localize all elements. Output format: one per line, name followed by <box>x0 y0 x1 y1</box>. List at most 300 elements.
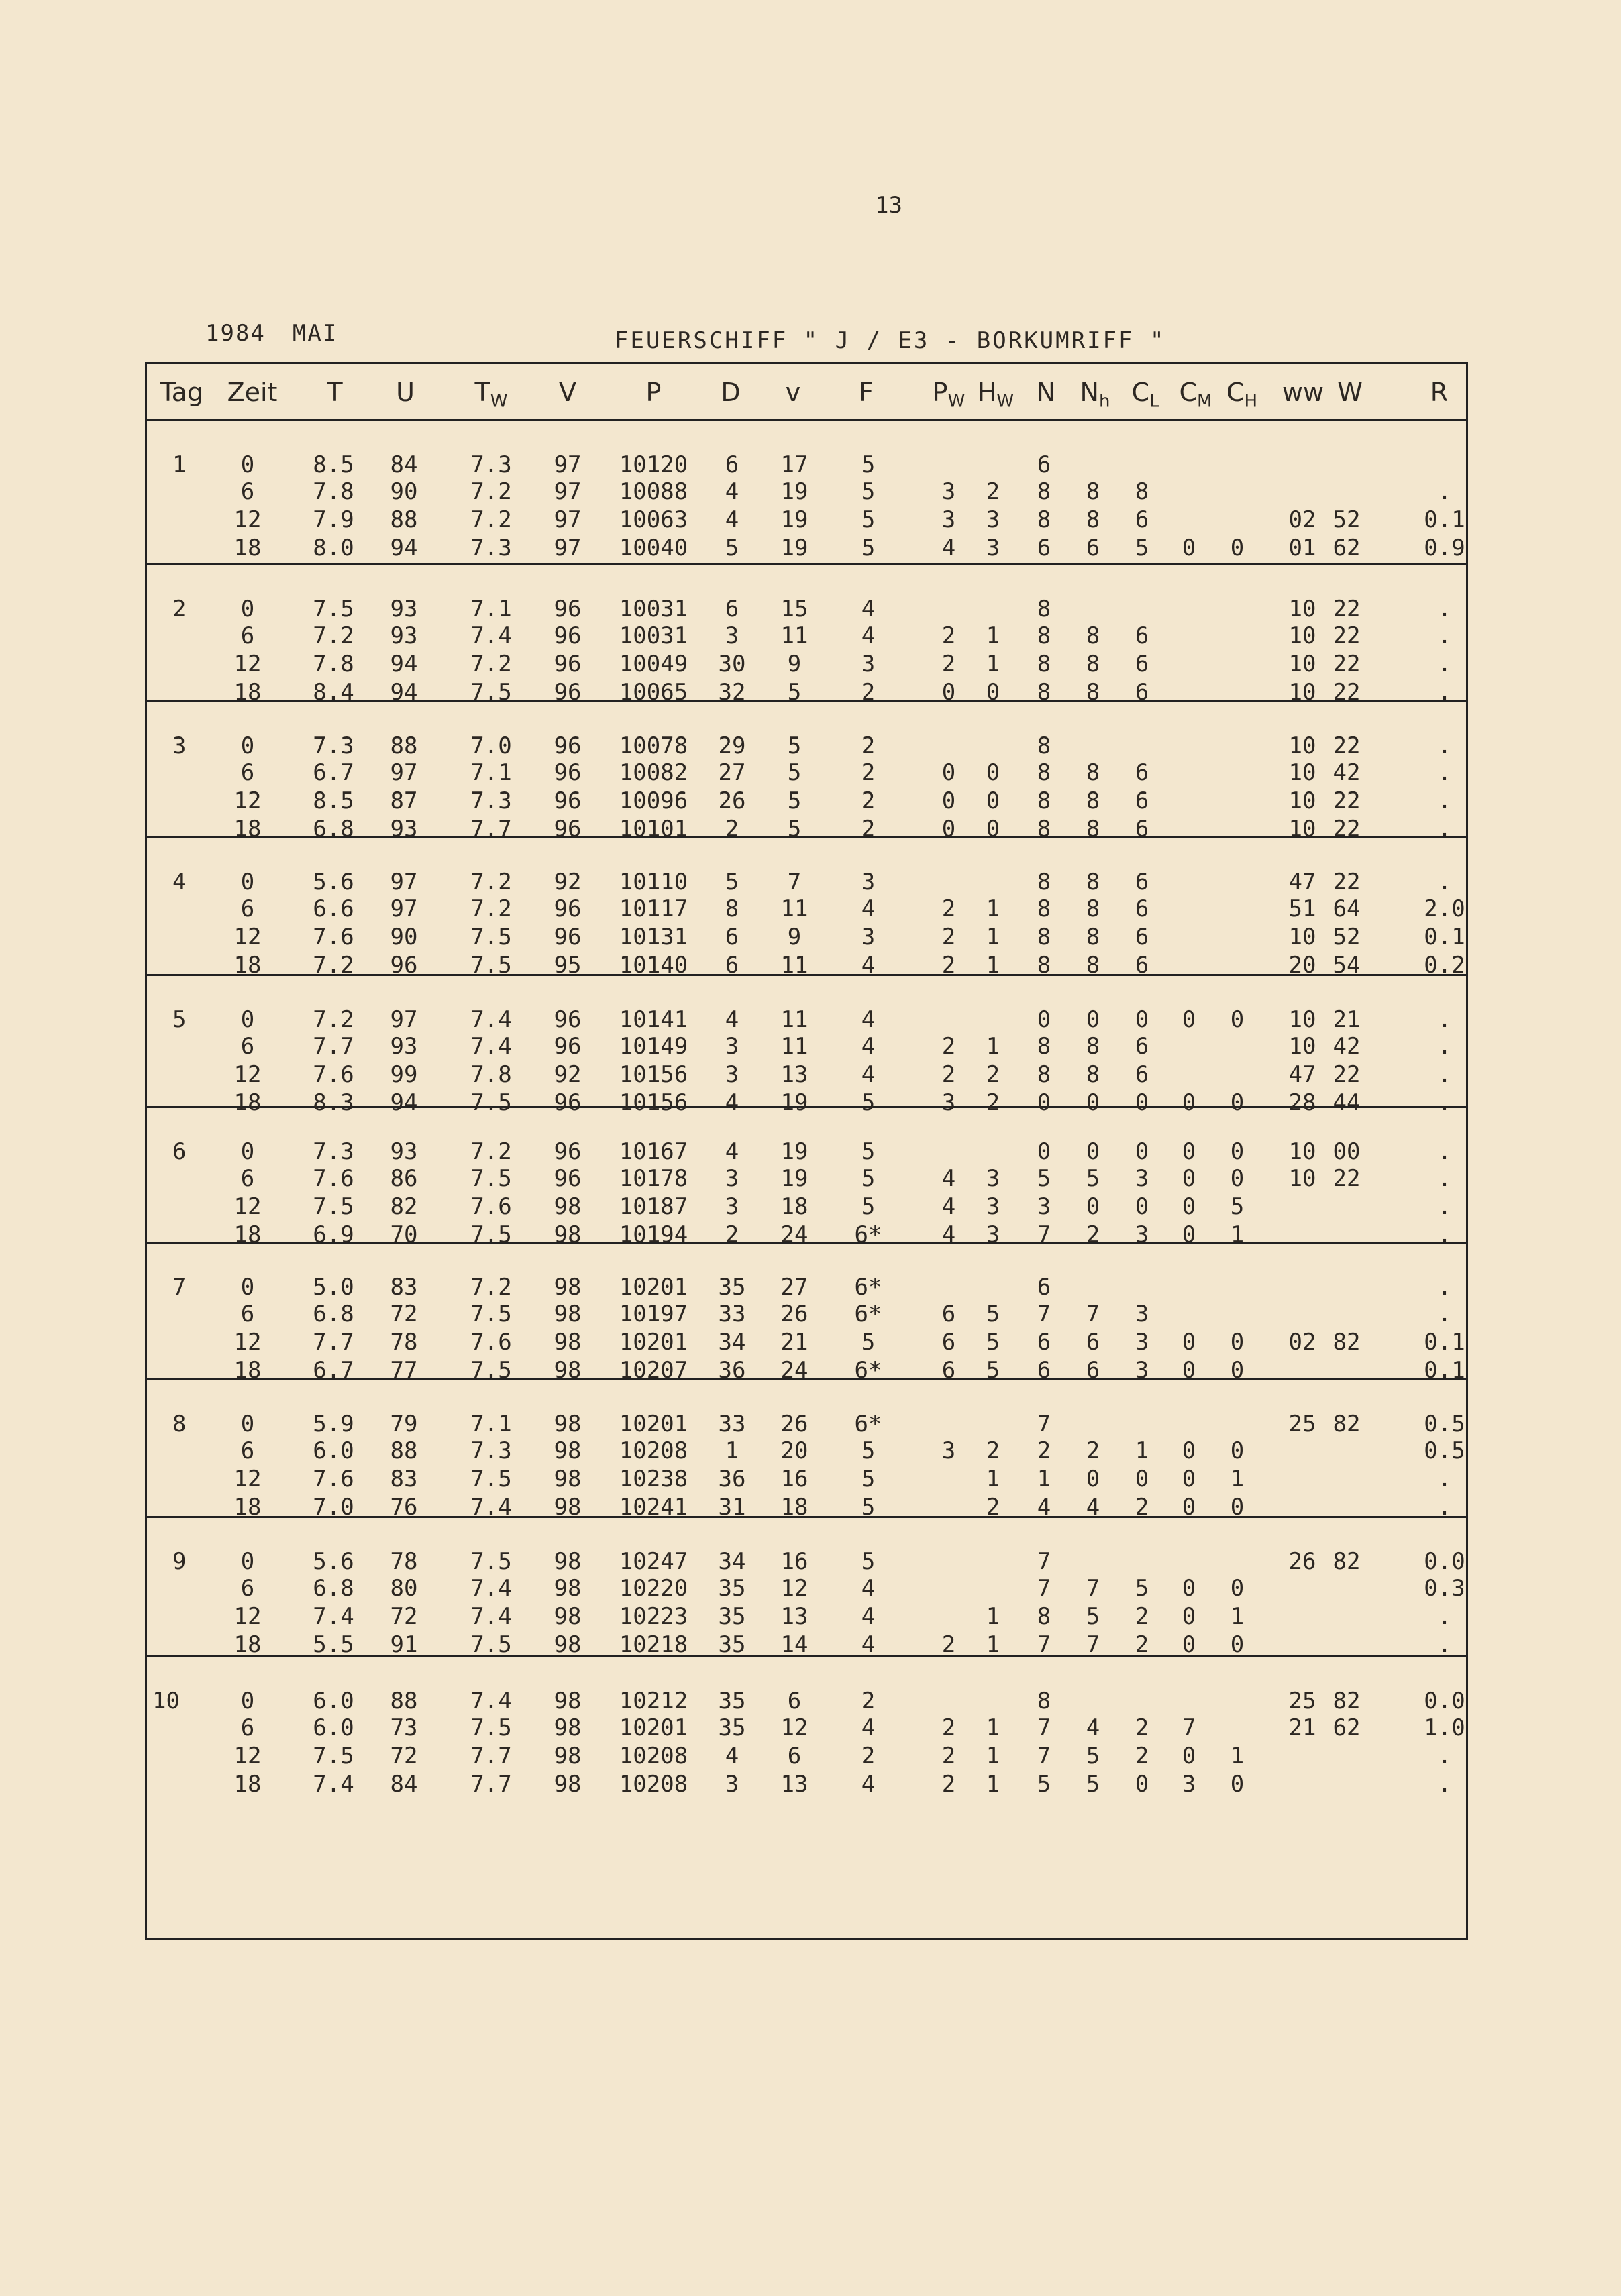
cell-v: 96 <box>554 1165 582 1192</box>
cell-cl: 0 <box>1135 1466 1149 1492</box>
cell-v: 98 <box>554 1301 582 1327</box>
cell-hw: 5 <box>986 1301 1000 1327</box>
cell-n: 7 <box>1037 1743 1051 1769</box>
cell-p: 10088 <box>619 478 688 505</box>
cell-nh: 7 <box>1086 1631 1100 1658</box>
cell-pw: 2 <box>941 1714 956 1741</box>
cell-n: 8 <box>1037 651 1051 677</box>
cell-ww: 20 <box>1288 952 1316 979</box>
cell-ch: 0 <box>1230 1631 1245 1658</box>
cell-pw: 2 <box>941 952 956 979</box>
cell-t: 7.0 <box>313 1494 354 1521</box>
cell-tw: 7.3 <box>470 787 512 814</box>
cell-t: 7.7 <box>313 1329 354 1356</box>
cell-n: 6 <box>1037 1274 1051 1301</box>
cell-vel: 16 <box>780 1548 808 1575</box>
cell-cl: 0 <box>1135 1089 1149 1116</box>
cell-zeit: 18 <box>233 816 262 842</box>
day-number: 1 <box>172 451 187 478</box>
cell-u: 97 <box>390 895 418 922</box>
cell-d: 33 <box>718 1301 746 1327</box>
cell-n: 6 <box>1037 1329 1051 1356</box>
cell-cm: 0 <box>1182 1221 1196 1248</box>
cell-pw: 2 <box>941 1033 956 1060</box>
cell-p: 10208 <box>619 1743 688 1769</box>
cell-ch: 0 <box>1230 1357 1245 1384</box>
cell-f: 2 <box>861 787 876 814</box>
cell-t: 7.5 <box>313 596 354 622</box>
cell-vel: 19 <box>780 478 808 505</box>
cell-p: 10187 <box>619 1193 688 1220</box>
cell-zeit: 18 <box>233 1771 262 1798</box>
cell-vel: 6 <box>787 1743 802 1769</box>
cell-u: 84 <box>390 1771 418 1798</box>
cell-r: 2.0 <box>1424 895 1465 922</box>
cell-hw: 3 <box>986 1165 1000 1192</box>
cell-cl: 2 <box>1135 1631 1149 1658</box>
cell-hw: 1 <box>986 1466 1000 1492</box>
cell-p: 10201 <box>619 1274 688 1301</box>
column-header-pw: $P_W$ <box>932 378 965 412</box>
cell-w: 62 <box>1332 535 1361 561</box>
cell-f: 5 <box>861 1329 876 1356</box>
cell-w: 22 <box>1332 869 1361 895</box>
cell-tw: 7.7 <box>470 1771 512 1798</box>
day-group <box>147 836 1466 979</box>
cell-ww: 10 <box>1288 651 1316 677</box>
cell-v: 96 <box>554 1138 582 1165</box>
cell-p: 10141 <box>619 1006 688 1033</box>
cell-u: 77 <box>390 1357 418 1384</box>
cell-pw: 2 <box>941 895 956 922</box>
cell-zeit: 6 <box>240 1437 255 1464</box>
cell-r: 0.2 <box>1424 952 1465 979</box>
cell-nh: 5 <box>1086 1771 1100 1798</box>
cell-d: 31 <box>718 1494 746 1521</box>
cell-ch: 0 <box>1230 535 1245 561</box>
cell-d: 3 <box>725 622 739 649</box>
cell-hw: 1 <box>986 1743 1000 1769</box>
column-header-row <box>147 364 1466 421</box>
cell-r: 0.5 <box>1424 1437 1465 1464</box>
cell-n: 8 <box>1037 622 1051 649</box>
cell-n: 8 <box>1037 1061 1051 1088</box>
cell-nh: 5 <box>1086 1743 1100 1769</box>
cell-ww: 10 <box>1288 596 1316 622</box>
cell-ww: 10 <box>1288 679 1316 706</box>
cell-zeit: 6 <box>240 622 255 649</box>
cell-r: . <box>1437 1743 1452 1769</box>
cell-d: 30 <box>718 651 746 677</box>
cell-t: 8.4 <box>313 679 354 706</box>
cell-r: . <box>1437 1274 1452 1301</box>
cell-cl: 0 <box>1135 1138 1149 1165</box>
cell-d: 33 <box>718 1411 746 1437</box>
cell-v: 96 <box>554 596 582 622</box>
cell-r: . <box>1437 1771 1452 1798</box>
cell-u: 83 <box>390 1466 418 1492</box>
cell-vel: 7 <box>787 869 802 895</box>
cell-hw: 2 <box>986 478 1000 505</box>
cell-r: . <box>1437 622 1452 649</box>
cell-nh: 4 <box>1086 1714 1100 1741</box>
cell-v: 96 <box>554 816 582 842</box>
cell-ww: 10 <box>1288 787 1316 814</box>
cell-w: 82 <box>1332 1688 1361 1714</box>
cell-vel: 18 <box>780 1193 808 1220</box>
cell-u: 72 <box>390 1301 418 1327</box>
cell-tw: 7.4 <box>470 1494 512 1521</box>
cell-pw: 3 <box>941 478 956 505</box>
cell-ch: 0 <box>1230 1089 1245 1116</box>
cell-ch: 0 <box>1230 1165 1245 1192</box>
cell-zeit: 6 <box>240 478 255 505</box>
cell-ww: 26 <box>1288 1548 1316 1575</box>
cell-u: 96 <box>390 952 418 979</box>
cell-vel: 17 <box>780 451 808 478</box>
cell-n: 7 <box>1037 1631 1051 1658</box>
cell-d: 6 <box>725 924 739 950</box>
cell-v: 98 <box>554 1411 582 1437</box>
day-group <box>147 1378 1466 1521</box>
cell-n: 8 <box>1037 1033 1051 1060</box>
cell-t: 5.6 <box>313 869 354 895</box>
cell-pw: 2 <box>941 1743 956 1769</box>
cell-u: 73 <box>390 1714 418 1741</box>
cell-zeit: 12 <box>233 787 262 814</box>
cell-nh: 8 <box>1086 895 1100 922</box>
cell-f: 6* <box>854 1221 882 1248</box>
cell-n: 8 <box>1037 506 1051 533</box>
day-group <box>147 700 1466 842</box>
cell-hw: 1 <box>986 1631 1000 1658</box>
cell-pw: 2 <box>941 651 956 677</box>
cell-f: 5 <box>861 1548 876 1575</box>
cell-w: 22 <box>1332 679 1361 706</box>
cell-cm: 0 <box>1182 1006 1196 1033</box>
cell-r: . <box>1437 869 1452 895</box>
cell-hw: 3 <box>986 1221 1000 1248</box>
cell-pw: 0 <box>941 816 956 842</box>
cell-cl: 2 <box>1135 1603 1149 1630</box>
cell-vel: 5 <box>787 816 802 842</box>
cell-ww: 21 <box>1288 1714 1316 1741</box>
cell-r: 0.1 <box>1424 506 1465 533</box>
cell-hw: 1 <box>986 1771 1000 1798</box>
cell-d: 1 <box>725 1437 739 1464</box>
cell-tw: 7.8 <box>470 1061 512 1088</box>
cell-v: 92 <box>554 869 582 895</box>
cell-cm: 7 <box>1182 1714 1196 1741</box>
cell-v: 96 <box>554 622 582 649</box>
cell-u: 91 <box>390 1631 418 1658</box>
cell-t: 6.9 <box>313 1221 354 1248</box>
cell-cm: 0 <box>1182 1165 1196 1192</box>
cell-nh: 8 <box>1086 679 1100 706</box>
cell-pw: 0 <box>941 759 956 786</box>
cell-t: 7.5 <box>313 1193 354 1220</box>
cell-f: 5 <box>861 535 876 561</box>
cell-zeit: 18 <box>233 679 262 706</box>
cell-t: 7.8 <box>313 651 354 677</box>
cell-u: 88 <box>390 1688 418 1714</box>
cell-p: 10101 <box>619 816 688 842</box>
cell-zeit: 18 <box>233 1631 262 1658</box>
cell-d: 4 <box>725 506 739 533</box>
cell-u: 97 <box>390 869 418 895</box>
cell-tw: 7.2 <box>470 1274 512 1301</box>
cell-t: 8.5 <box>313 451 354 478</box>
cell-tw: 7.4 <box>470 1688 512 1714</box>
cell-u: 93 <box>390 1033 418 1060</box>
cell-vel: 12 <box>780 1575 808 1602</box>
cell-f: 5 <box>861 1466 876 1492</box>
cell-v: 97 <box>554 478 582 505</box>
cell-f: 5 <box>861 478 876 505</box>
cell-pw: 2 <box>941 622 956 649</box>
cell-n: 8 <box>1037 679 1051 706</box>
cell-n: 7 <box>1037 1301 1051 1327</box>
cell-pw: 4 <box>941 1193 956 1220</box>
cell-t: 7.3 <box>313 1138 354 1165</box>
cell-p: 10207 <box>619 1357 688 1384</box>
cell-nh: 7 <box>1086 1575 1100 1602</box>
cell-r: . <box>1437 759 1452 786</box>
cell-v: 98 <box>554 1274 582 1301</box>
day-number: 4 <box>172 869 187 895</box>
cell-tw: 7.1 <box>470 759 512 786</box>
cell-w: 44 <box>1332 1089 1361 1116</box>
cell-tw: 7.5 <box>470 1357 512 1384</box>
cell-ww: 51 <box>1288 895 1316 922</box>
cell-u: 99 <box>390 1061 418 1088</box>
cell-d: 35 <box>718 1603 746 1630</box>
cell-hw: 3 <box>986 1193 1000 1220</box>
cell-p: 10031 <box>619 622 688 649</box>
cell-t: 5.6 <box>313 1548 354 1575</box>
cell-tw: 7.4 <box>470 622 512 649</box>
cell-p: 10120 <box>619 451 688 478</box>
cell-p: 10065 <box>619 679 688 706</box>
cell-zeit: 18 <box>233 1357 262 1384</box>
cell-vel: 11 <box>780 622 808 649</box>
column-header-tag: Tag <box>160 378 204 407</box>
cell-f: 3 <box>861 924 876 950</box>
cell-hw: 5 <box>986 1329 1000 1356</box>
cell-vel: 12 <box>780 1714 808 1741</box>
cell-u: 97 <box>390 1006 418 1033</box>
cell-r: 0.0 <box>1424 1688 1465 1714</box>
cell-f: 6* <box>854 1357 882 1384</box>
cell-nh: 6 <box>1086 1329 1100 1356</box>
cell-pw: 4 <box>941 535 956 561</box>
cell-cl: 6 <box>1135 869 1149 895</box>
cell-v: 96 <box>554 895 582 922</box>
cell-n: 0 <box>1037 1138 1051 1165</box>
cell-f: 5 <box>861 1437 876 1464</box>
cell-zeit: 0 <box>240 1006 255 1033</box>
cell-ww: 47 <box>1288 1061 1316 1088</box>
cell-zeit: 0 <box>240 1688 255 1714</box>
cell-ww: 10 <box>1288 622 1316 649</box>
cell-d: 5 <box>725 535 739 561</box>
cell-zeit: 6 <box>240 1033 255 1060</box>
cell-p: 10078 <box>619 732 688 759</box>
cell-f: 3 <box>861 869 876 895</box>
cell-f: 5 <box>861 451 876 478</box>
cell-f: 6* <box>854 1411 882 1437</box>
cell-cm: 0 <box>1182 1466 1196 1492</box>
cell-cl: 0 <box>1135 1771 1149 1798</box>
cell-vel: 15 <box>780 596 808 622</box>
cell-r: . <box>1437 596 1452 622</box>
column-header-cl: $C_L$ <box>1131 378 1159 412</box>
cell-v: 98 <box>554 1631 582 1658</box>
cell-v: 98 <box>554 1771 582 1798</box>
day-number: 8 <box>172 1411 187 1437</box>
cell-pw: 4 <box>941 1165 956 1192</box>
cell-nh: 4 <box>1086 1494 1100 1521</box>
cell-p: 10241 <box>619 1494 688 1521</box>
cell-d: 29 <box>718 732 746 759</box>
cell-w: 22 <box>1332 1061 1361 1088</box>
cell-nh: 5 <box>1086 1603 1100 1630</box>
cell-tw: 7.0 <box>470 732 512 759</box>
cell-tw: 7.1 <box>470 596 512 622</box>
cell-u: 88 <box>390 506 418 533</box>
cell-n: 6 <box>1037 535 1051 561</box>
cell-t: 7.4 <box>313 1603 354 1630</box>
cell-tw: 7.3 <box>470 1437 512 1464</box>
cell-vel: 13 <box>780 1603 808 1630</box>
cell-vel: 5 <box>787 679 802 706</box>
cell-n: 8 <box>1037 816 1051 842</box>
cell-n: 5 <box>1037 1165 1051 1192</box>
cell-ch: 1 <box>1230 1743 1245 1769</box>
cell-v: 96 <box>554 1033 582 1060</box>
column-header-v: v <box>785 378 801 407</box>
day-group <box>147 419 1466 565</box>
cell-vel: 6 <box>787 1688 802 1714</box>
cell-u: 83 <box>390 1274 418 1301</box>
cell-v: 98 <box>554 1603 582 1630</box>
cell-tw: 7.7 <box>470 816 512 842</box>
cell-v: 96 <box>554 732 582 759</box>
cell-p: 10223 <box>619 1603 688 1630</box>
cell-cm: 0 <box>1182 1743 1196 1769</box>
cell-hw: 1 <box>986 924 1000 950</box>
cell-w: 64 <box>1332 895 1361 922</box>
cell-t: 6.7 <box>313 759 354 786</box>
cell-tw: 7.2 <box>470 478 512 505</box>
cell-cl: 6 <box>1135 622 1149 649</box>
cell-vel: 11 <box>780 952 808 979</box>
cell-tw: 7.2 <box>470 651 512 677</box>
cell-vel: 24 <box>780 1221 808 1248</box>
cell-hw: 0 <box>986 679 1000 706</box>
station-title: FEUERSCHIFF " J / E3 - BORKUMRIFF " <box>615 327 1166 354</box>
cell-vel: 9 <box>787 924 802 950</box>
cell-hw: 3 <box>986 506 1000 533</box>
column-header-t: T <box>327 378 343 407</box>
day-number: 7 <box>172 1274 187 1301</box>
cell-v: 95 <box>554 952 582 979</box>
cell-nh: 8 <box>1086 478 1100 505</box>
cell-nh: 6 <box>1086 535 1100 561</box>
cell-u: 86 <box>390 1165 418 1192</box>
cell-n: 7 <box>1037 1411 1051 1437</box>
cell-ch: 0 <box>1230 1494 1245 1521</box>
cell-zeit: 18 <box>233 952 262 979</box>
cell-d: 35 <box>718 1575 746 1602</box>
cell-w: 00 <box>1332 1138 1361 1165</box>
cell-ww: 28 <box>1288 1089 1316 1116</box>
cell-u: 94 <box>390 1089 418 1116</box>
cell-p: 10201 <box>619 1714 688 1741</box>
cell-u: 93 <box>390 596 418 622</box>
cell-w: 42 <box>1332 759 1361 786</box>
cell-vel: 11 <box>780 1006 808 1033</box>
cell-f: 6* <box>854 1301 882 1327</box>
cell-n: 7 <box>1037 1548 1051 1575</box>
cell-p: 10131 <box>619 924 688 950</box>
cell-vel: 20 <box>780 1437 808 1464</box>
cell-tw: 7.5 <box>470 924 512 950</box>
cell-zeit: 12 <box>233 1329 262 1356</box>
cell-vel: 21 <box>780 1329 808 1356</box>
cell-f: 4 <box>861 895 876 922</box>
cell-ch: 0 <box>1230 1138 1245 1165</box>
cell-vel: 9 <box>787 651 802 677</box>
cell-cl: 5 <box>1135 535 1149 561</box>
cell-d: 35 <box>718 1688 746 1714</box>
cell-r: 0.5 <box>1424 1411 1465 1437</box>
cell-tw: 7.5 <box>470 1089 512 1116</box>
cell-ww: 10 <box>1288 1033 1316 1060</box>
cell-n: 7 <box>1037 1714 1051 1741</box>
cell-d: 35 <box>718 1714 746 1741</box>
cell-nh: 8 <box>1086 506 1100 533</box>
cell-f: 2 <box>861 1688 876 1714</box>
cell-cl: 5 <box>1135 1575 1149 1602</box>
cell-r: . <box>1437 1301 1452 1327</box>
cell-v: 98 <box>554 1743 582 1769</box>
cell-vel: 5 <box>787 732 802 759</box>
cell-p: 10082 <box>619 759 688 786</box>
cell-u: 76 <box>390 1494 418 1521</box>
cell-cl: 6 <box>1135 759 1149 786</box>
cell-hw: 1 <box>986 1714 1000 1741</box>
cell-nh: 0 <box>1086 1006 1100 1033</box>
cell-p: 10194 <box>619 1221 688 1248</box>
cell-vel: 13 <box>780 1061 808 1088</box>
cell-tw: 7.5 <box>470 1466 512 1492</box>
cell-cm: 0 <box>1182 1575 1196 1602</box>
cell-cl: 3 <box>1135 1301 1149 1327</box>
cell-u: 94 <box>390 535 418 561</box>
cell-d: 4 <box>725 478 739 505</box>
cell-cl: 2 <box>1135 1743 1149 1769</box>
cell-v: 98 <box>554 1193 582 1220</box>
cell-t: 7.6 <box>313 1061 354 1088</box>
cell-u: 78 <box>390 1329 418 1356</box>
cell-zeit: 12 <box>233 1603 262 1630</box>
cell-p: 10208 <box>619 1771 688 1798</box>
cell-f: 5 <box>861 1494 876 1521</box>
cell-nh: 8 <box>1086 622 1100 649</box>
cell-n: 6 <box>1037 1357 1051 1384</box>
cell-pw: 4 <box>941 1221 956 1248</box>
